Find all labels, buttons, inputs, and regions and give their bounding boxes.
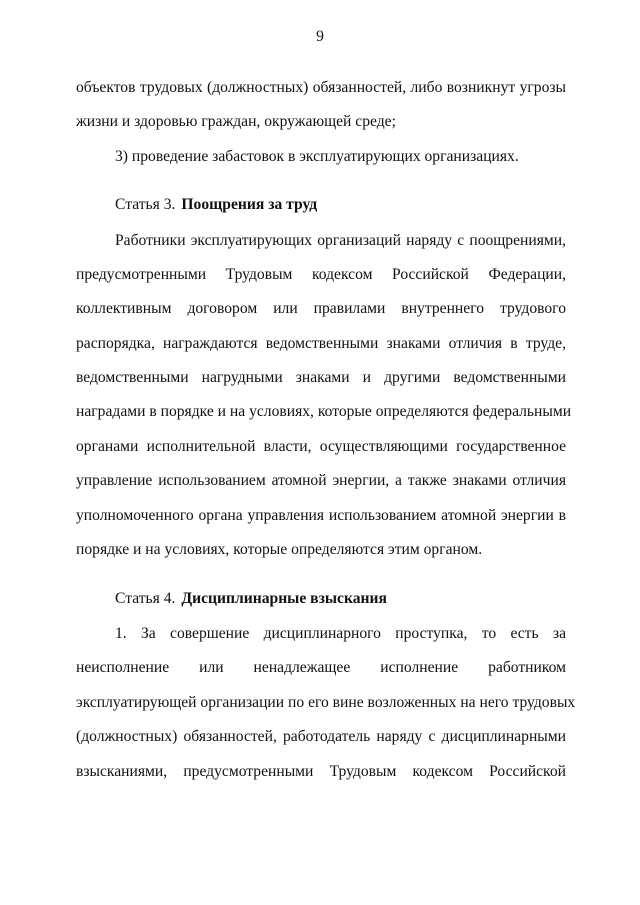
article-3-label: Статья 3. (115, 196, 176, 213)
paragraph-line: уполномоченного органа управления использованием атомной энергии в (76, 507, 566, 524)
list-item: 3) проведение забастовок в эксплуатирующих организациях. (115, 148, 519, 165)
paragraph-line: порядке и на условиях, которые определяются этим органом. (76, 541, 483, 558)
paragraph-line: органами исполнительной власти, осуществляющими государственное (76, 438, 566, 455)
paragraph-line: 1. За совершение дисциплинарного проступка, то есть за (115, 625, 566, 642)
paragraph-line: ведомственными нагрудными знаками и другими ведомственными (76, 369, 566, 386)
paragraph-line: Работники эксплуатирующих организаций наряду с поощрениями, (115, 232, 566, 249)
paragraph-line: неисполнение или ненадлежащее исполнение работником (76, 659, 566, 676)
paragraph-line: взысканиями, предусмотренными Трудовым кодексом Российской (76, 763, 566, 780)
article-4-heading (115, 590, 387, 608)
paragraph-line: управление использованием атомной энергии, а также знаками отличия (76, 472, 566, 489)
paragraph-line: наградами в порядке и на условиях, которые определяются федеральными (76, 403, 572, 420)
paragraph-line: жизни и здоровью граждан, окружающей среде; (76, 113, 396, 130)
article-4-label: Статья 4. (115, 590, 176, 607)
paragraph-line: (должностных) обязанностей, работодатель наряду с дисциплинарными (76, 728, 566, 745)
article-4-title: Дисциплинарные взыскания (181, 590, 387, 607)
paragraph-line: распорядка, награждаются ведомственными знаками отличия в труде, (76, 335, 566, 352)
paragraph-line: коллективным договором или правилами внутреннего трудового (76, 300, 566, 317)
page-number: 9 (316, 28, 324, 45)
article-3-heading (115, 196, 317, 214)
paragraph-line: предусмотренными Трудовым кодексом Российской Федерации, (76, 266, 566, 283)
article-3-title: Поощрения за труд (181, 196, 318, 213)
paragraph-line: объектов трудовых (должностных) обязанностей, либо возникнут угрозы (76, 79, 566, 96)
paragraph-line: эксплуатирующей организации по его вине возложенных на него трудовых (76, 694, 576, 711)
